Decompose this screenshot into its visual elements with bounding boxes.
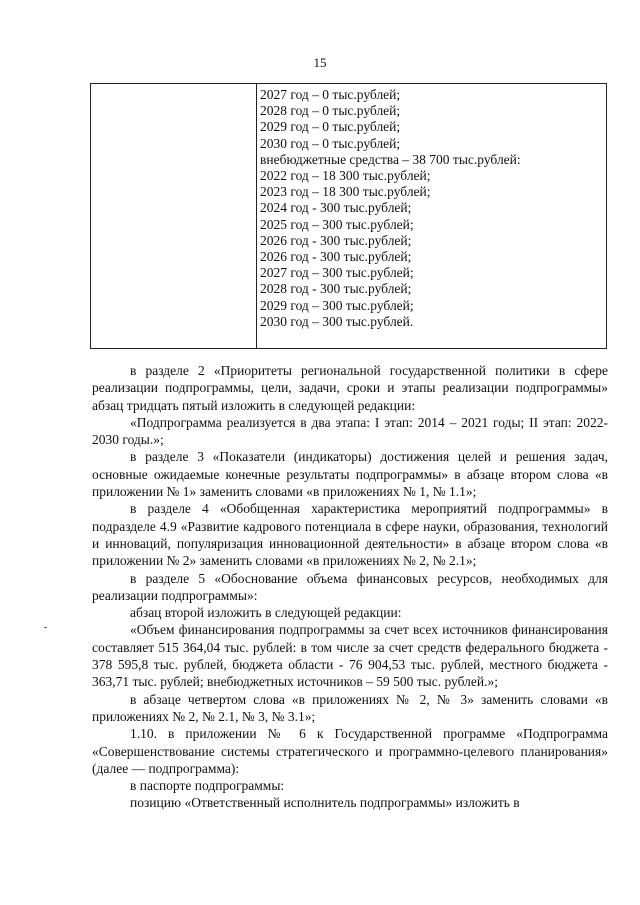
document-body xyxy=(92,362,608,812)
table-line: 2028 год – 0 тыс.рублей; xyxy=(260,103,401,119)
paragraph: абзац второй изложить в следующей редакции: xyxy=(130,605,402,621)
table-line: 2027 год – 0 тыс.рублей; xyxy=(260,87,401,102)
paragraph: 1.10. в приложении № 6 к Государственной программе «Подпрограмма «Совершенствование системы стратегического и программно-целевого планирования» (далее — подпрограмма): xyxy=(92,726,608,776)
table-right-cell xyxy=(257,84,606,348)
table-line: 2024 год - 300 тыс.рублей; xyxy=(260,200,412,216)
paragraph: в разделе 5 «Обоснование объема финансовых ресурсов, необходимых для реализации подпрограммы»: xyxy=(92,570,608,603)
paragraph: в разделе 2 «Приоритеты региональной государственной политики в сфере реализации подпрограммы, цели, задачи, сроки и этапы реализации подпрограммы» абзац тридцать пятый изложить в следующей редакции: xyxy=(92,363,608,413)
table-line: 2029 год – 0 тыс.рублей; xyxy=(260,119,401,135)
table-line: 2029 год – 300 тыс.рублей; xyxy=(260,297,414,313)
paragraph: в разделе 4 «Обобщенная характеристика мероприятий подпрограммы» в подразделе 4.9 «Развитие кадрового потенциала в сфере науки, образования, технологий и инноваций, популяризация инновационной деятельности» в абзаце втором слова «в приложении № 2» заменить словами «в приложениях № 2, № 2.1»; xyxy=(92,501,608,569)
paragraph: в абзаце четвертом слова «в приложениях № 2, № 3» заменить словами «в приложениях № 2, № 2.1, № 3, № 3.1»; xyxy=(92,691,608,724)
funding-table xyxy=(90,83,607,349)
table-line: внебюджетные средства – 38 700 тыс.рублей: xyxy=(260,151,521,167)
table-line: 2030 год – 0 тыс.рублей; xyxy=(260,135,401,151)
table-left-cell xyxy=(91,84,257,348)
scan-mark xyxy=(44,627,47,628)
paragraph: «Объем финансирования подпрограммы за счет всех источников финансирования составляет 515 364,04 тыс. рублей: в том числе за счет средств федерального бюджета - 378 595,8 тыс. рублей, бюджета области - 76 904,53 тыс. рублей, местного бюджета - 363,71 тыс. рублей; внебюджетных источников – 59 500 тыс. рублей.»; xyxy=(92,622,608,690)
table-line: 2030 год – 300 тыс.рублей. xyxy=(260,313,414,329)
table-line: 2028 год - 300 тыс.рублей; xyxy=(260,281,412,297)
paragraph: в паспорте подпрограммы: xyxy=(130,778,285,794)
page-number: 15 xyxy=(313,55,327,70)
table-line: 2023 год – 18 300 тыс.рублей; xyxy=(260,184,431,200)
paragraph: позицию «Ответственный исполнитель подпрограммы» изложить в xyxy=(130,795,520,811)
table-line: 2025 год – 300 тыс.рублей; xyxy=(260,216,414,232)
table-line: 2026 год - 300 тыс.рублей; xyxy=(260,232,412,248)
paragraph: «Подпрограмма реализуется в два этапа: I этап: 2014 – 2021 годы; II этап: 2022-2030 годы.»; xyxy=(92,414,608,448)
paragraph: в разделе 3 «Показатели (индикаторы) достижения целей и решения задач, основные ожидаемые конечные результаты подпрограммы» в абзаце втором слова «в приложении № 1» заменить словами «в приложениях № 1, № 1.1»; xyxy=(92,449,608,500)
table-line: 2026 год - 300 тыс.рублей; xyxy=(260,249,412,265)
table-line: 2022 год – 18 300 тыс.рублей; xyxy=(260,168,431,184)
table-line: 2027 год – 300 тыс.рублей; xyxy=(260,265,414,281)
